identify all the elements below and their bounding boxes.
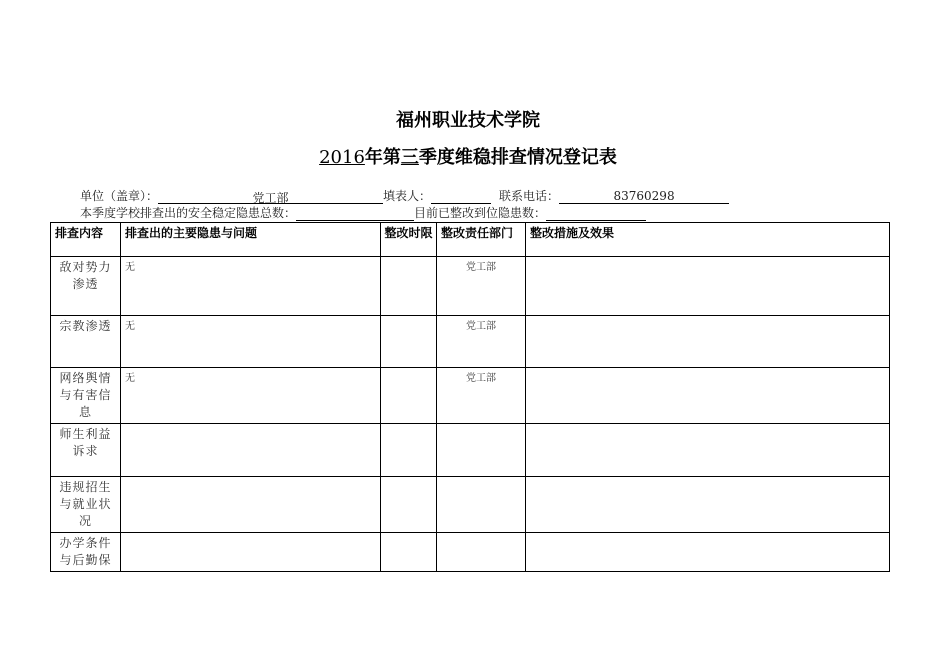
- unit-line: [80, 187, 729, 204]
- header-deadline: 整改时限: [381, 223, 437, 257]
- dept-cell[interactable]: [437, 477, 526, 533]
- deadline-cell[interactable]: [381, 316, 437, 368]
- table-row: [51, 424, 890, 477]
- year: 2016: [319, 147, 365, 168]
- table-row: [51, 477, 890, 533]
- issue-cell[interactable]: 无: [121, 316, 381, 368]
- phone-label: 联系电话：: [499, 189, 560, 203]
- header-row: [51, 223, 890, 257]
- document-subtitle: [0, 143, 936, 169]
- dept-cell[interactable]: 党工部: [437, 316, 526, 368]
- filler-field[interactable]: [431, 189, 491, 204]
- deadline-cell[interactable]: [381, 424, 437, 477]
- deadline-cell[interactable]: [381, 368, 437, 424]
- subtitle-rest: 季度维稳排查情况登记表: [418, 147, 617, 168]
- header-dept: 整改责任部门: [437, 223, 526, 257]
- unit-field[interactable]: 党工部: [158, 189, 383, 204]
- dept-cell[interactable]: 党工部: [437, 368, 526, 424]
- header-measures: 整改措施及效果: [526, 223, 890, 257]
- issue-cell[interactable]: [121, 424, 381, 477]
- deadline-cell[interactable]: [381, 533, 437, 572]
- dept-cell[interactable]: [437, 424, 526, 477]
- header-issue: 排查出的主要隐患与问题: [121, 223, 381, 257]
- issue-cell[interactable]: 无: [121, 257, 381, 316]
- deadline-cell[interactable]: [381, 477, 437, 533]
- category-cell[interactable]: 敌对势力渗透: [51, 257, 121, 316]
- document-title: 福州职业技术学院: [396, 110, 540, 131]
- fixed-field[interactable]: [546, 206, 646, 221]
- quarter: 三: [400, 147, 419, 168]
- header-category: 排查内容: [51, 223, 121, 257]
- category-cell[interactable]: 网络舆情与有害信息: [51, 368, 121, 424]
- total-field[interactable]: [296, 206, 414, 221]
- table-row: [51, 316, 890, 368]
- issue-cell[interactable]: [121, 477, 381, 533]
- category-cell[interactable]: 违规招生与就业状况: [51, 477, 121, 533]
- measures-cell[interactable]: [526, 257, 890, 316]
- registration-table: [50, 222, 890, 572]
- measures-cell[interactable]: [526, 316, 890, 368]
- total-label: 本季度学校排查出的安全稳定隐患总数：: [80, 206, 297, 220]
- dept-cell[interactable]: [437, 533, 526, 572]
- subtitle-text: 年第: [364, 147, 401, 168]
- issue-cell[interactable]: 无: [121, 368, 381, 424]
- table-row: [51, 257, 890, 316]
- filler-label: 填表人：: [383, 189, 432, 203]
- measures-cell[interactable]: [526, 477, 890, 533]
- category-cell[interactable]: 师生利益诉求: [51, 424, 121, 477]
- deadline-cell[interactable]: [381, 257, 437, 316]
- dept-cell[interactable]: 党工部: [437, 257, 526, 316]
- issue-cell[interactable]: [121, 533, 381, 572]
- fixed-label: 目前已整改到位隐患数：: [414, 206, 547, 220]
- unit-label: 单位（盖章）：: [80, 189, 159, 203]
- table-row: [51, 368, 890, 424]
- count-line: [80, 204, 646, 221]
- phone-field[interactable]: 83760298: [559, 189, 729, 204]
- measures-cell[interactable]: [526, 368, 890, 424]
- category-cell[interactable]: 办学条件与后勤保: [51, 533, 121, 572]
- measures-cell[interactable]: [526, 533, 890, 572]
- measures-cell[interactable]: [526, 424, 890, 477]
- category-cell[interactable]: 宗教渗透: [51, 316, 121, 368]
- table-row: [51, 533, 890, 572]
